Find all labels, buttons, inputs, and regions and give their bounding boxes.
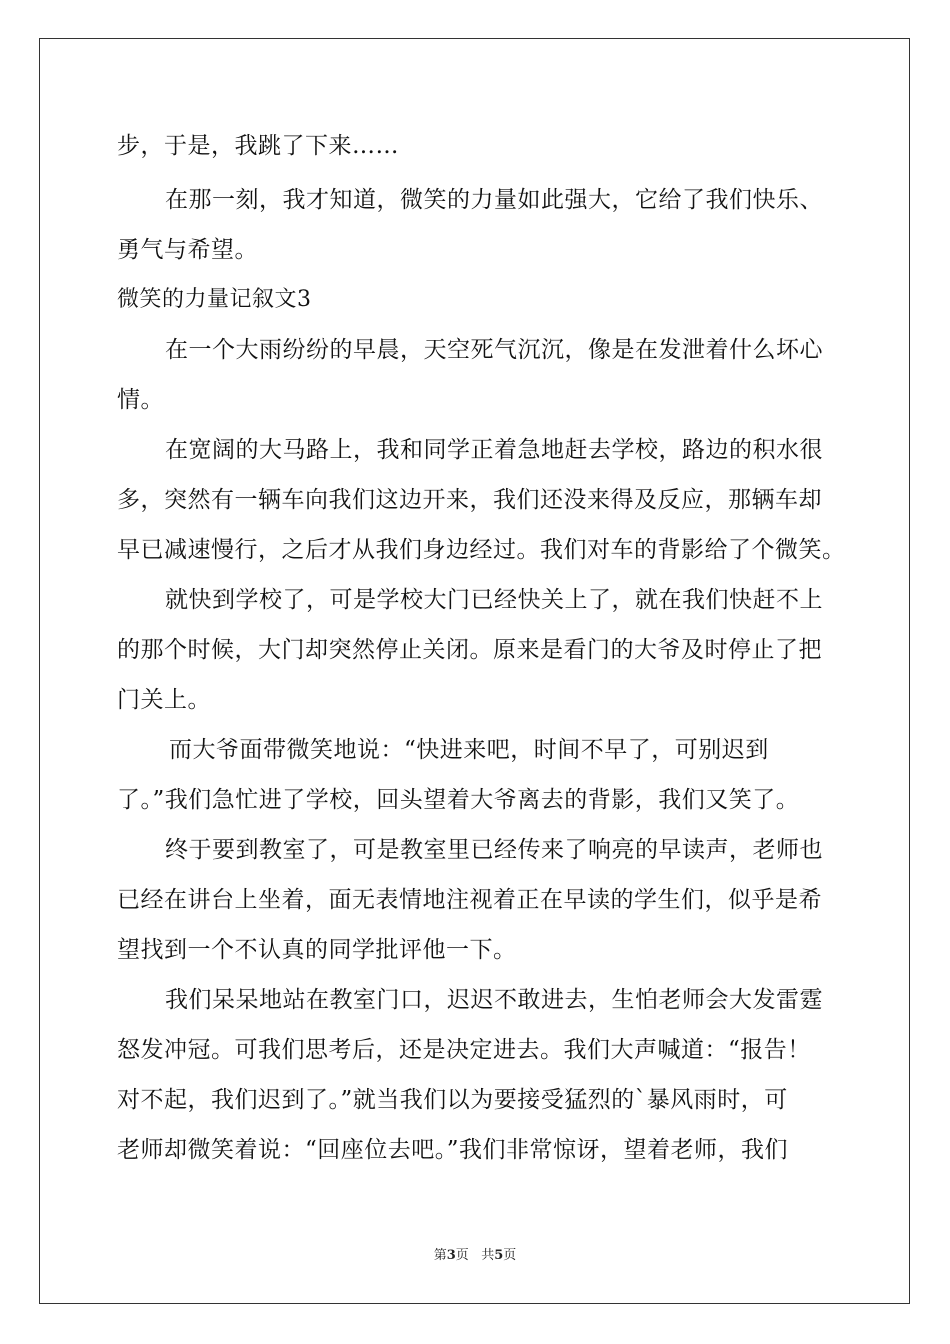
- section-heading: 微笑的力量记叙文3: [117, 287, 312, 312]
- total-page-number: 5: [494, 1248, 504, 1263]
- page-prefix: 第: [433, 1248, 447, 1263]
- text-line: 在宽阔的大马路上，我和同学正着急地赶去学校，路边的积水很: [165, 437, 823, 463]
- text-line: 在那一刻，我才知道，微笑的力量如此强大，它给了我们快乐、: [165, 187, 823, 213]
- page-footer: [0, 1246, 950, 1266]
- text-line: 在一个大雨纷纷的早晨，天空死气沉沉，像是在发泄着什么坏心: [165, 337, 823, 363]
- text-line: 终于要到教室了，可是教室里已经传来了响亮的早读声，老师也: [165, 837, 823, 863]
- current-page-number: 3: [446, 1248, 456, 1263]
- text-line: 怒发冲冠。可我们思考后，还是决定进去。我们大声喊道：“报告！: [117, 1037, 811, 1063]
- text-line: 望找到一个不认真的同学批评他一下。: [117, 937, 517, 963]
- text-line: 早已减速慢行，之后才从我们身边经过。我们对车的背影给了个微笑。: [117, 537, 846, 563]
- page-suffix: 页: [503, 1248, 517, 1263]
- text-line: 门关上。: [117, 687, 211, 713]
- text-line: 勇气与希望。: [117, 237, 258, 263]
- text-line: 就快到学校了，可是学校大门已经快关上了，就在我们快赶不上: [165, 587, 823, 613]
- text-line: 多，突然有一辆车向我们这边开来，我们还没来得及反应，那辆车却: [117, 487, 822, 513]
- text-line: 的那个时候，大门却突然停止关闭。原来是看门的大爷及时停止了把: [117, 637, 822, 663]
- page-mid: 页 共: [455, 1248, 495, 1263]
- text-line: 了。”我们急忙进了学校，回头望着大爷离去的背影，我们又笑了。: [117, 787, 800, 813]
- text-line: 我们呆呆地站在教室门口，迟迟不敢进去，生怕老师会大发雷霆: [165, 987, 823, 1013]
- text-line: 步，于是，我跳了下来……: [117, 133, 399, 159]
- text-line: 老师却微笑着说：“回座位去吧。”我们非常惊讶，望着老师，我们: [117, 1137, 789, 1163]
- text-line: 已经在讲台上坐着，面无表情地注视着正在早读的学生们，似乎是希: [117, 887, 822, 913]
- text-line: 对不起，我们迟到了。”就当我们以为要接受猛烈的`暴风雨时，可: [117, 1087, 788, 1113]
- text-line: 情。: [117, 387, 164, 413]
- text-line: 而大爷面带微笑地说：“快进来吧，时间不早了，可别迟到: [169, 737, 769, 763]
